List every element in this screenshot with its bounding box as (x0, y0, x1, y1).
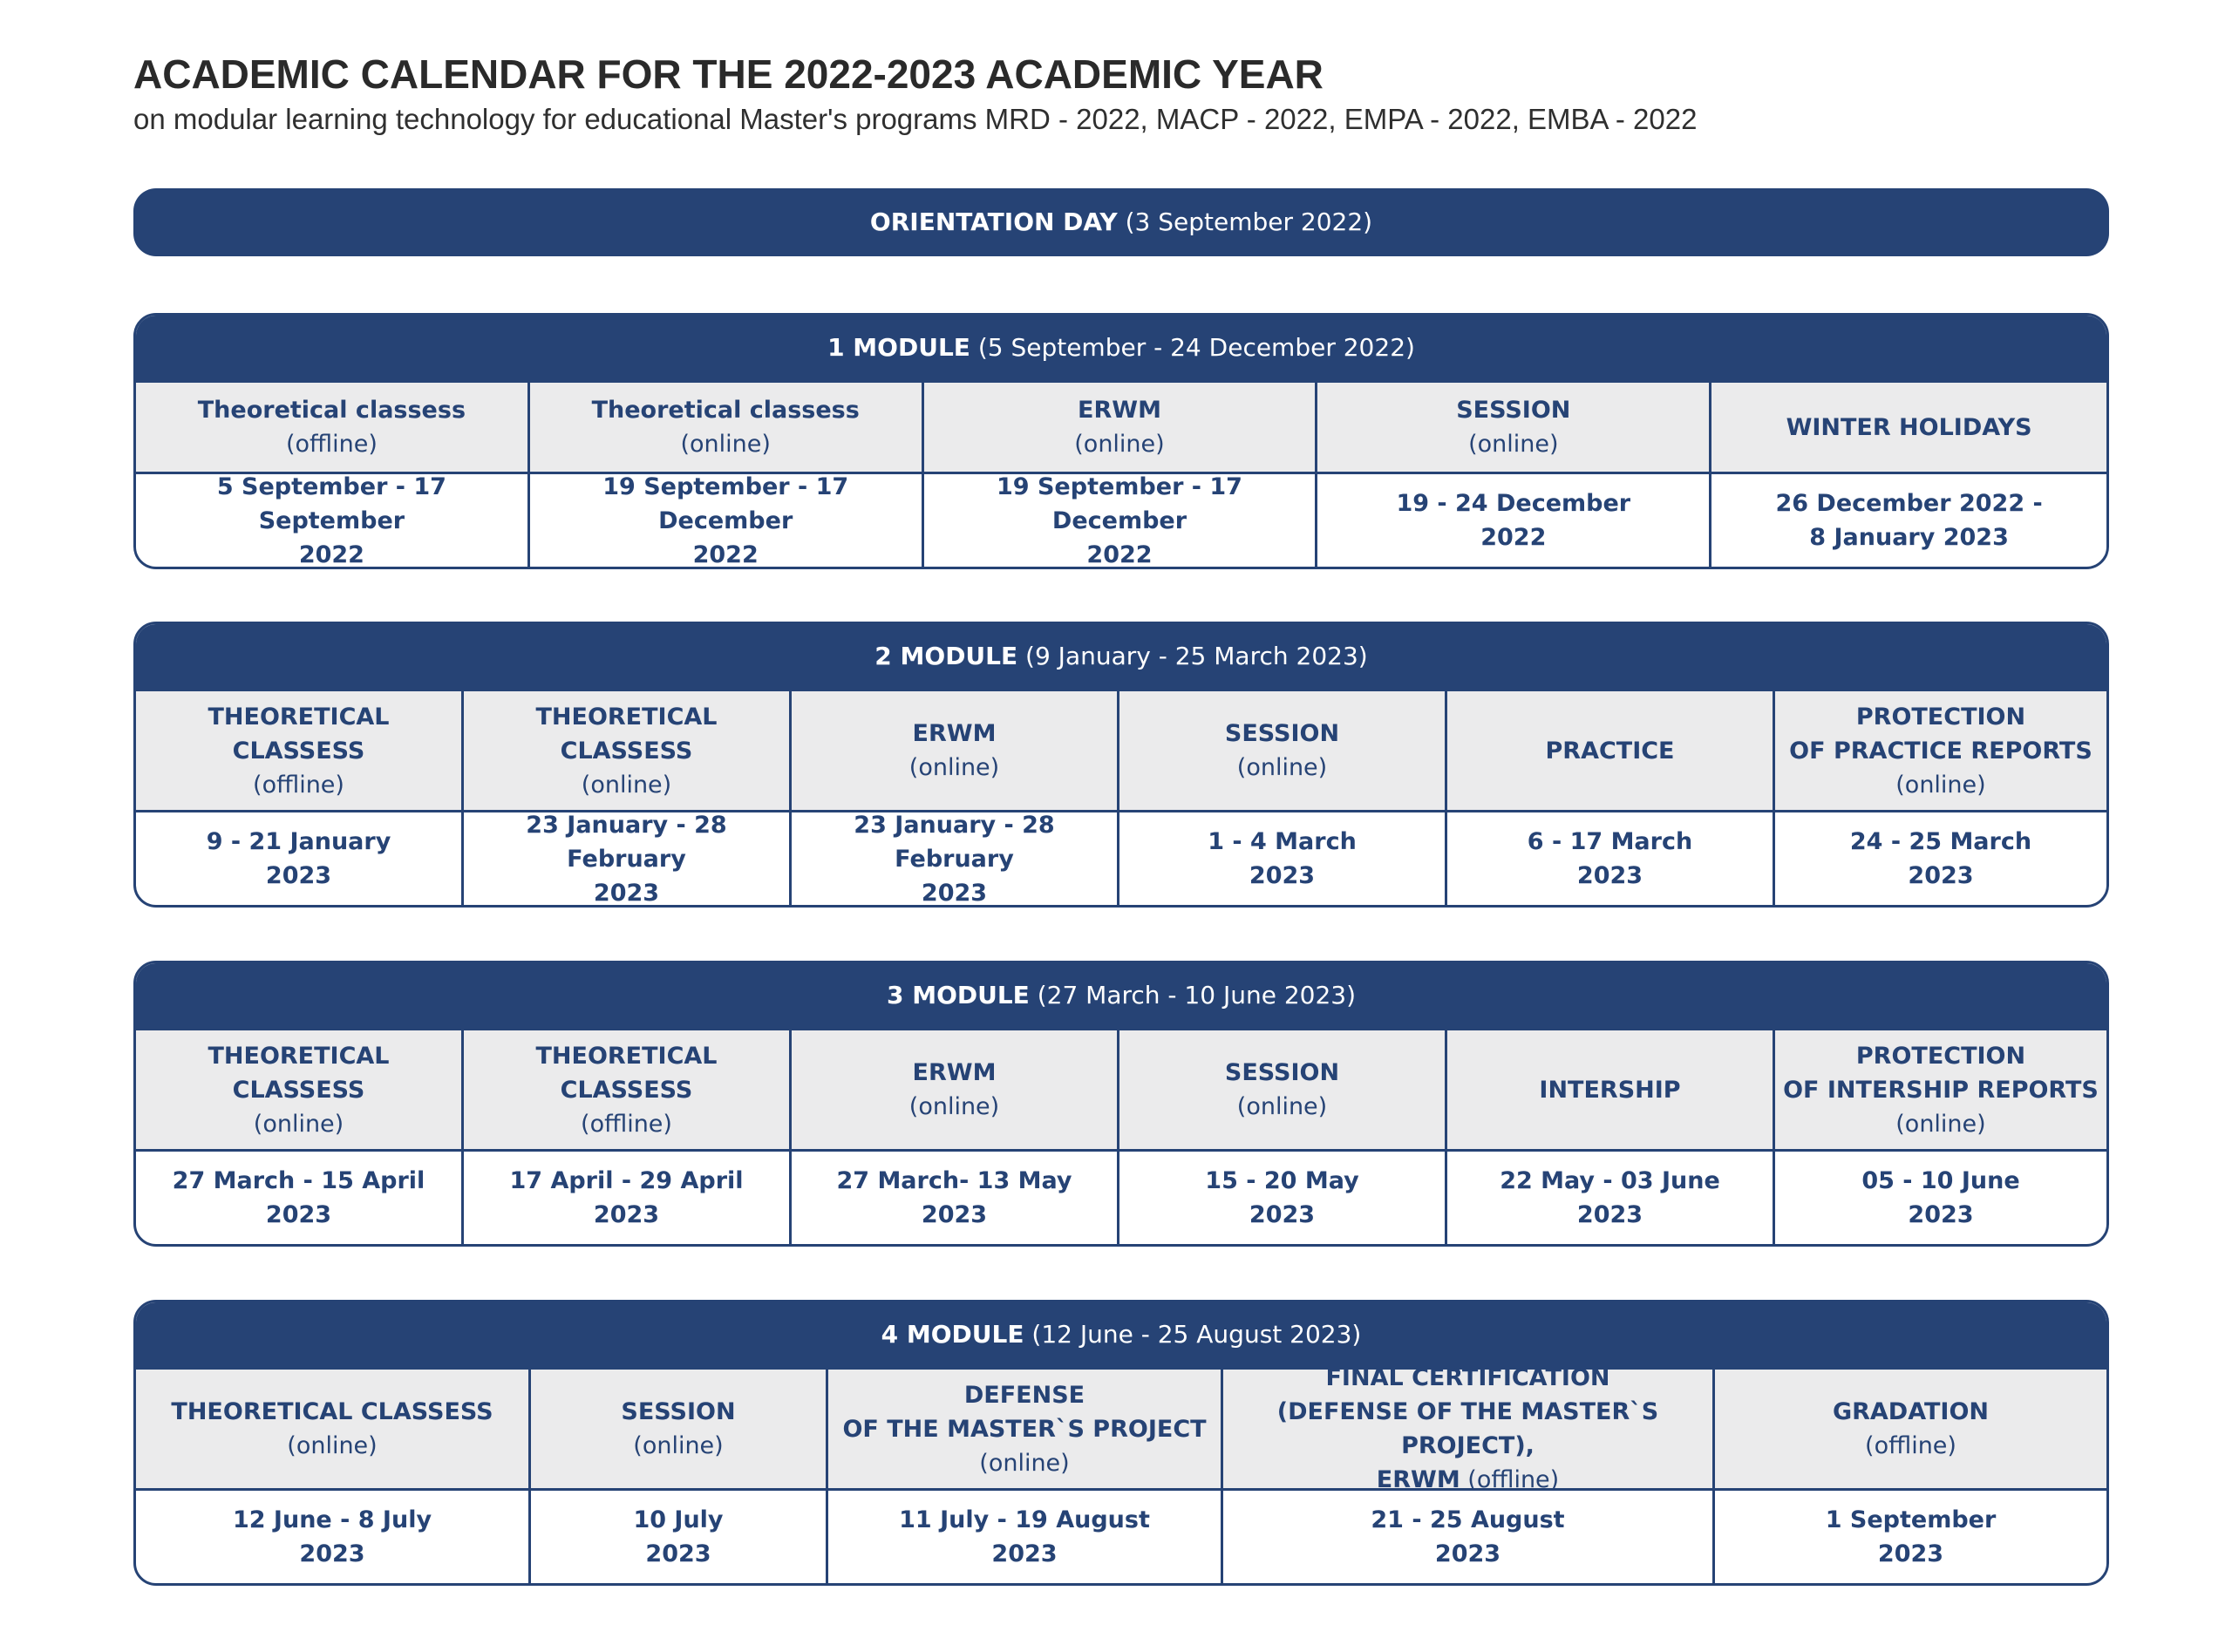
activity-mode: (online) (908, 1093, 1000, 1120)
module-3-date-cell (1119, 1152, 1447, 1244)
module-1-activity-row (136, 380, 2106, 474)
module-2-date-cell (1775, 812, 2106, 905)
module-1-activity-cell (924, 383, 1318, 472)
module-3-activity-cell (1775, 1030, 2106, 1149)
activity-date: 22 May - 03 June 2023 (1500, 1167, 1720, 1228)
activity-mode: (offline) (1865, 1432, 1956, 1459)
activity-name: ERWM (912, 720, 997, 747)
module-4-label: 4 MODULE (881, 1320, 1024, 1349)
activity-mode: (online) (1895, 771, 1986, 799)
page-title: ACADEMIC CALENDAR FOR THE 2022-2023 ACADEMIC YEAR (133, 51, 1324, 97)
activity-mode: (offline) (253, 771, 344, 799)
activity-mode: (online) (581, 771, 672, 799)
module-4-activity-cell (136, 1370, 531, 1488)
module-2-activity-cell (1447, 691, 1775, 810)
activity-name: THEORETICAL CLASSESS (208, 703, 390, 765)
module-2-header (136, 624, 2106, 689)
module-3-header (136, 963, 2106, 1028)
activity-name: PRACTICE (1545, 737, 1675, 765)
module-4-dates: (12 June - 25 August 2023) (1031, 1320, 1362, 1349)
module-3-activity-cell (136, 1030, 464, 1149)
activity-mode: (offline) (285, 431, 378, 458)
module-1-dates-row (136, 474, 2106, 567)
module-3-date-cell (464, 1152, 792, 1244)
module-1-label: 1 MODULE (827, 333, 970, 362)
activity-date: 21 - 25 August 2023 (1371, 1506, 1565, 1567)
module-4-date-cell (1715, 1491, 2106, 1583)
orientation-day-banner (133, 188, 2109, 256)
activity-name: THEORETICAL CLASSESS (208, 1042, 390, 1104)
module-1-date-cell (1317, 474, 1711, 567)
activity-mode: (online) (633, 1432, 724, 1459)
activity-date: 12 June - 8 July 2023 (232, 1506, 432, 1567)
module-4-activity-cell (531, 1370, 828, 1488)
module-3-dates-row (136, 1152, 2106, 1244)
module-2-activity-cell (1119, 691, 1447, 810)
module-4-activity-cell (828, 1370, 1223, 1488)
module-4-activity-row (136, 1364, 2106, 1493)
module-3-date-cell (1775, 1152, 2106, 1244)
activity-name: SESSION (1224, 720, 1340, 747)
activity-name: THEORETICAL CLASSESS (535, 703, 718, 765)
activity-name: WINTER HOLIDAYS (1786, 413, 2032, 441)
module-4-date-cell (828, 1491, 1223, 1583)
module-2-dates: (9 January - 25 March 2023) (1025, 642, 1368, 670)
activity-name: ERWM (912, 1059, 997, 1086)
activity-name: THEORETICAL CLASSESS (535, 1042, 718, 1104)
module-2-activity-cell (792, 691, 1119, 810)
module-2-date-cell (464, 812, 792, 905)
activity-date: 23 January - 28 February 2023 (526, 811, 727, 907)
module-3-label: 3 MODULE (886, 981, 1030, 1010)
module-1-activity-cell (136, 383, 530, 472)
module-1-date-cell (1711, 474, 2106, 567)
page-subtitle: on modular learning technology for educational Master's programs MRD - 2022, MACP - 2022, EMPA - 2022, EMBA - 2022 (133, 103, 1698, 135)
activity-name: SESSION (621, 1398, 736, 1425)
activity-date: 17 April - 29 April 2023 (509, 1167, 744, 1228)
activity-mode: (online) (1236, 754, 1328, 781)
module-4-table (133, 1300, 2109, 1586)
activity-name: PROTECTION OF PRACTICE REPORTS (1789, 703, 2092, 765)
module-1-activity-cell (1317, 383, 1711, 472)
module-4-activity-cell (1715, 1370, 2106, 1488)
orientation-dates: (3 September 2022) (1125, 207, 1373, 236)
module-1-date-cell (530, 474, 924, 567)
activity-mode: (offline) (581, 1110, 672, 1138)
activity-name: THEORETICAL CLASSESS (171, 1398, 493, 1425)
activity-date: 9 - 21 January 2023 (206, 828, 391, 889)
activity-mode: (online) (287, 1432, 378, 1459)
activity-name: Theoretical classess (591, 397, 860, 424)
module-4-dates-row (136, 1491, 2106, 1583)
activity-mode: (online) (680, 431, 771, 458)
activity-name: FINAL CERTIFICATION (DEFENSE OF THE MASTER`S PROJECT), ERWM (1276, 1364, 1659, 1493)
module-2-activity-cell (136, 691, 464, 810)
module-4-activity-cell (1223, 1364, 1715, 1493)
module-4-date-cell (531, 1491, 828, 1583)
activity-date: 19 September - 17 December 2022 (997, 472, 1242, 568)
activity-mode: (online) (1468, 431, 1559, 458)
activity-mode: (online) (253, 1110, 344, 1138)
activity-date: 1 September 2023 (1825, 1506, 1997, 1567)
activity-name: ERWM (1078, 397, 1161, 424)
module-1-header (136, 316, 2106, 380)
module-3-activity-cell (1119, 1030, 1447, 1149)
activity-name: GRADATION (1832, 1398, 1990, 1425)
activity-mode: (offline) (1467, 1466, 1560, 1493)
activity-name: INTERSHIP (1539, 1076, 1681, 1104)
activity-date: 11 July - 19 August 2023 (899, 1506, 1150, 1567)
activity-mode: (online) (1895, 1110, 1986, 1138)
activity-date: 5 September - 17 September 2022 (216, 472, 446, 568)
module-2-activity-cell (464, 691, 792, 810)
module-2-date-cell (792, 812, 1119, 905)
activity-date: 15 - 20 May 2023 (1205, 1167, 1359, 1228)
module-3-activity-cell (464, 1030, 792, 1149)
module-3-activity-cell (792, 1030, 1119, 1149)
activity-name: Theoretical classess (197, 397, 466, 424)
activity-mode: (online) (979, 1449, 1070, 1477)
module-2-label: 2 MODULE (874, 642, 1018, 670)
module-1-activity-cell (530, 383, 924, 472)
activity-mode: (online) (908, 754, 1000, 781)
module-3-date-cell (792, 1152, 1119, 1244)
activity-mode: (online) (1074, 431, 1165, 458)
module-1-date-cell (136, 474, 530, 567)
module-3-table (133, 961, 2109, 1247)
activity-date: 26 December 2022 - 8 January 2023 (1775, 490, 2043, 551)
module-4-date-cell (1223, 1491, 1715, 1583)
module-3-date-cell (1447, 1152, 1775, 1244)
activity-date: 19 - 24 December 2022 (1396, 490, 1631, 551)
activity-date: 6 - 17 March 2023 (1527, 828, 1693, 889)
module-3-date-cell (136, 1152, 464, 1244)
module-3-activity-row (136, 1028, 2106, 1152)
activity-date: 24 - 25 March 2023 (1849, 828, 2032, 889)
module-2-dates-row (136, 812, 2106, 905)
module-3-dates: (27 March - 10 June 2023) (1037, 981, 1357, 1010)
module-1-table (133, 313, 2109, 569)
orientation-label: ORIENTATION DAY (869, 207, 1118, 236)
module-4-header (136, 1302, 2106, 1367)
module-2-activity-cell (1775, 691, 2106, 810)
module-2-table (133, 622, 2109, 908)
activity-date: 10 July 2023 (633, 1506, 724, 1567)
activity-name: PROTECTION OF INTERSHIP REPORTS (1783, 1042, 2099, 1104)
module-1-activity-cell (1711, 383, 2106, 472)
activity-name: SESSION (1224, 1059, 1340, 1086)
module-3-activity-cell (1447, 1030, 1775, 1149)
activity-name: SESSION (1456, 397, 1571, 424)
activity-date: 19 September - 17 December 2022 (602, 472, 849, 568)
activity-date: 23 January - 28 February 2023 (854, 811, 1055, 907)
module-1-date-cell (924, 474, 1318, 567)
module-4-date-cell (136, 1491, 531, 1583)
module-2-date-cell (136, 812, 464, 905)
module-2-activity-row (136, 689, 2106, 812)
activity-name: DEFENSE OF THE MASTER`S PROJECT (842, 1381, 1207, 1443)
module-2-date-cell (1447, 812, 1775, 905)
activity-date: 05 - 10 June 2023 (1861, 1167, 2020, 1228)
activity-date: 27 March - 15 April 2023 (172, 1167, 425, 1228)
activity-date: 1 - 4 March 2023 (1208, 828, 1357, 889)
activity-date: 27 March- 13 May 2023 (836, 1167, 1072, 1228)
activity-mode: (online) (1236, 1093, 1328, 1120)
module-1-dates: (5 September - 24 December 2022) (977, 333, 1415, 362)
module-2-date-cell (1119, 812, 1447, 905)
